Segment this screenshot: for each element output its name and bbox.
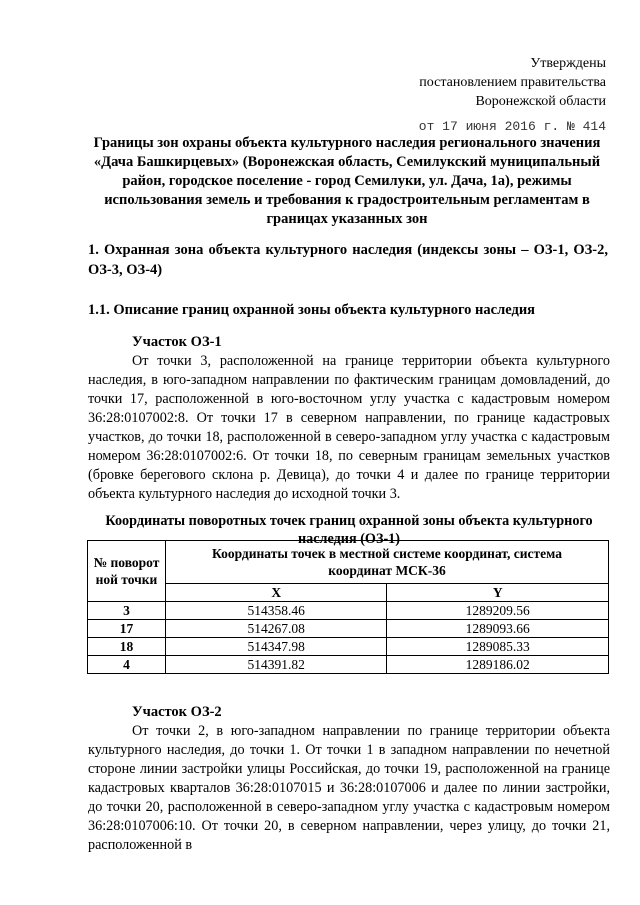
plot-oz1-heading: Участок ОЗ-1: [132, 334, 222, 350]
coordinates-table: [87, 540, 609, 674]
approval-block: [360, 54, 606, 136]
table-row: [88, 638, 609, 656]
header-x: X: [165, 584, 387, 602]
row-x: 514391.82: [165, 656, 387, 674]
plot-oz1-block: [88, 332, 610, 504]
row-x: 514358.46: [165, 602, 387, 620]
document-title: Границы зон охраны объекта культурного наследия регионального значения «Дача Башкирцевых» (Воронежская область, Семилукский муниципальный район, городское поселение - город Семилуки, ул. Дача, 1а), режимы использования земель и требования к градостроительным регламентам в границах указанных зон: [93, 135, 601, 227]
plot-oz2-description: От точки 2, в юго-западном направлении по границе территории объекта культурного наследия, до точки 1. От точки 1 в западном направлении по нечетной стороне линии застройки улицы Российская, до точки 19, расположенной на границе кадастровых кварталов 36:28:0107015 и 36:28:0107006 и далее по линии застройки, до точки 20, расположенной в северо-западном углу участка с кадастровым номером 36:28:0107006:10. От точки 20, в северном направлении, через улицу, до точки 21, расположенной в: [88, 723, 610, 853]
plot-oz2-block: [88, 702, 610, 855]
header-point-number: № поворот ной точки: [88, 541, 166, 602]
row-point: 18: [88, 638, 166, 656]
row-y: 1289093.66: [387, 620, 609, 638]
row-x: 514347.98: [165, 638, 387, 656]
row-point: 3: [88, 602, 166, 620]
row-y: 1289085.33: [387, 638, 609, 656]
header-coordinates: Координаты точек в местной системе координат, система координат МСК-36: [165, 541, 608, 584]
table-row: [88, 602, 609, 620]
approval-date-stamp: от 17 июня 2016 г. № 414: [418, 119, 606, 134]
approval-line-2: постановлением правительства: [419, 75, 606, 90]
table-caption: Координаты поворотных точек границ охранной зоны объекта культурного наследия (ОЗ-1): [105, 513, 593, 547]
approval-line-1: Утверждены: [530, 56, 606, 71]
row-point: 17: [88, 620, 166, 638]
table-row: [88, 620, 609, 638]
table-row: [88, 656, 609, 674]
header-y: Y: [387, 584, 609, 602]
section-1-heading: 1. Охранная зона объекта культурного наследия (индексы зоны – ОЗ-1, ОЗ-2, ОЗ-3, ОЗ-4): [88, 242, 608, 278]
plot-oz2-heading: Участок ОЗ-2: [132, 704, 222, 720]
section-1-1-heading: 1.1. Описание границ охранной зоны объекта культурного наследия: [88, 302, 536, 318]
row-y: 1289209.56: [387, 602, 609, 620]
plot-oz1-description: От точки 3, расположенной на границе территории объекта культурного наследия, в юго-западном направлении по фактическим границам домовладений, до точки 17, расположенной в юго-восточном углу участка с кадастровым номером 36:28:0107002:8. От точки 17 в северном направлении, по границе кадастровых участков, до точки 18, расположенной в северо-западном углу участка с кадастровым номером 36:28:0107002:6. От точки 18, по северным границам земельных участков (бровке берегового склона р. Девица), до точки 4 и далее по границе территории объекта культурного наследия до исходной точки 3.: [88, 353, 610, 502]
approval-line-3: Воронежской области: [475, 94, 606, 109]
row-x: 514267.08: [165, 620, 387, 638]
row-y: 1289186.02: [387, 656, 609, 674]
row-point: 4: [88, 656, 166, 674]
